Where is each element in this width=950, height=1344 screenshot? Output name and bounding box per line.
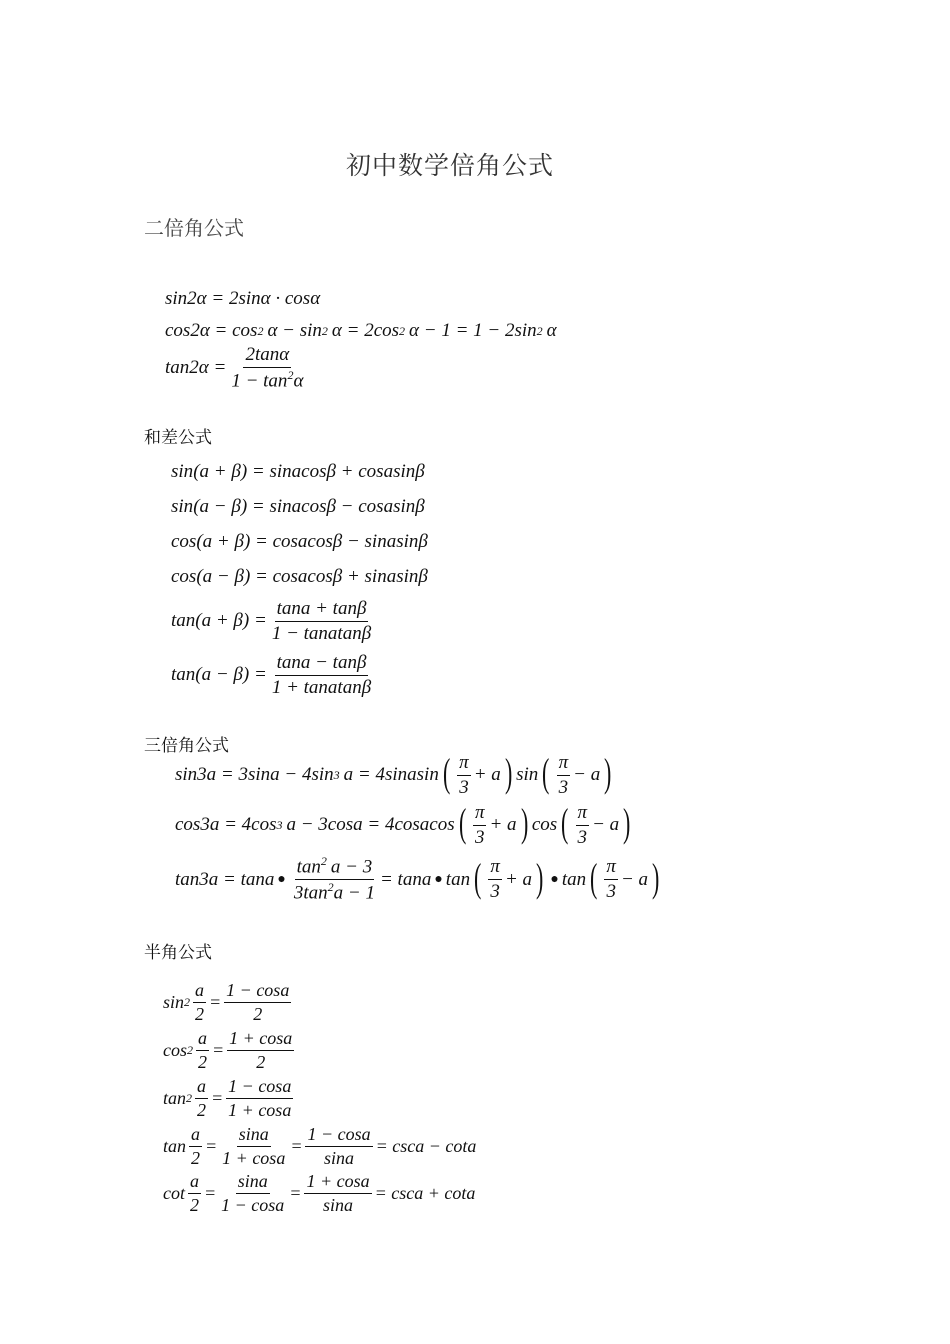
formula-tan3a: tan3a = tana ● $\frac{\tan^2 a - 3}{3\tan^2a - 1}$ = tana ● tan ( $\frac{\pi}{3}$ + a ) ● tan ( $\frac{\pi}{3}$ − a ) — [175, 854, 660, 904]
fraction — [292, 855, 377, 904]
numerator: 1 + cosa — [227, 1028, 294, 1051]
formula-part: = — [212, 1039, 225, 1060]
denominator: 1 + cosa — [228, 1099, 292, 1120]
numerator: sina — [237, 1124, 271, 1147]
formula-cos2-half — [163, 1028, 297, 1072]
numerator: π — [557, 752, 571, 776]
denominator: 2 — [190, 1194, 199, 1215]
bullet-dot: ● — [434, 871, 443, 887]
formula-part: tan — [445, 868, 471, 890]
formula-part: cos — [163, 1039, 187, 1060]
formula-part: a − 1 — [333, 882, 375, 904]
fraction — [305, 1124, 372, 1168]
superscript: 3 — [333, 767, 340, 782]
formula-part: α = 2cos — [331, 320, 400, 341]
numerator — [295, 855, 375, 880]
formula-sin-diff: sin ( a − β ) = sinacosβ − cosasinβ — [171, 496, 425, 517]
formula-part: = cosacosβ − sinasinβ — [255, 531, 428, 552]
denominator — [292, 880, 377, 904]
formula-part: a − β — [202, 566, 244, 587]
superscript: 2 — [186, 1090, 193, 1105]
heading-double-angle: 二倍角公式 — [144, 216, 244, 240]
numerator: a — [196, 1028, 209, 1051]
formula-tan2-half — [163, 1076, 296, 1120]
formula-part: tan — [296, 856, 321, 878]
denominator: 3 — [459, 776, 469, 798]
formula-part: tan — [163, 1135, 187, 1156]
denominator: 2 — [191, 1147, 201, 1168]
numerator: tana − tanβ — [275, 652, 369, 676]
superscript: 2 — [184, 994, 191, 1009]
formula-part: = sinacosβ + cosasinβ — [251, 461, 425, 482]
superscript: 3 — [276, 817, 283, 832]
denominator: 3 — [606, 881, 616, 903]
formula-part: a + β — [201, 610, 243, 632]
fraction — [227, 1028, 294, 1072]
formula-part: tan — [163, 1087, 187, 1108]
formula-part: = cosacosβ + sinasinβ — [255, 566, 428, 587]
formula-part: − a — [592, 814, 620, 836]
fraction — [226, 1076, 293, 1120]
formula-sin-sum: sin ( a + β ) = sinacosβ + cosasinβ — [171, 461, 425, 482]
superscript: 2 — [327, 880, 334, 895]
formula-part: cos — [171, 566, 197, 587]
formula-part: sin — [171, 496, 194, 517]
numerator: π — [576, 802, 590, 826]
numerator: 1 − cosa — [224, 980, 291, 1003]
formula-part: sin — [171, 461, 194, 482]
fraction — [189, 1124, 202, 1168]
formula-tan-sum: tan ( a + β ) = $\frac{\tan a + \tan\beta}{\text{1 − tanatanβ}}$ — [171, 598, 372, 644]
numerator: a — [188, 1171, 201, 1194]
formula-text: sin2α = 2sinα · cosα — [165, 288, 321, 309]
formula-sin2a — [165, 288, 320, 310]
fraction — [188, 1171, 201, 1215]
denominator: 1 + tanatanβ — [271, 676, 372, 698]
formula-part: a + β — [199, 461, 241, 482]
formula-part: cos2α = cos — [165, 320, 258, 341]
superscript: 2 — [287, 367, 294, 382]
formula-part: sin — [516, 764, 539, 786]
denominator: 2 — [253, 1003, 263, 1024]
fraction — [219, 1171, 286, 1215]
formula-tan2a — [165, 344, 308, 392]
fraction — [304, 1171, 371, 1215]
fraction — [604, 856, 618, 903]
fraction — [488, 856, 502, 903]
denominator: 1 − cosa — [221, 1194, 285, 1215]
formula-part: tan — [561, 868, 587, 890]
formula-part: = — [204, 1182, 217, 1203]
fraction — [557, 752, 571, 799]
formula-part: + a — [489, 814, 517, 836]
formula-cot-half — [163, 1171, 475, 1215]
formula-part: α − 1 = 1 − 2sin — [409, 320, 537, 341]
denominator: 3 — [474, 826, 485, 848]
numerator: π — [457, 752, 471, 776]
formula-cos3a: cos3a = 4cos 3 a − 3cosa = 4cosacos ( $\frac{\pi}{3}$ + a ) cos ( $\frac{\pi}{3}$ − a ) — [175, 800, 631, 848]
formula-part: tan — [171, 610, 196, 632]
heading-triple-angle: 三倍角公式 — [144, 736, 229, 756]
denominator: 3 — [558, 776, 569, 798]
denominator: 3 — [577, 826, 588, 848]
fraction — [220, 1124, 287, 1168]
denominator: 2 — [198, 1051, 207, 1072]
bullet-dot: ● — [550, 871, 559, 887]
superscript: 2 — [257, 323, 264, 338]
formula-part: cos — [531, 814, 558, 836]
formula-cos-sum: cos ( a + β ) = cosacosβ − sinasinβ — [171, 531, 428, 552]
numerator: π — [604, 856, 618, 880]
formula-sin3a: sin3a = 3sina − 4sin 3 a = 4sinasin ( $\frac{\pi}{3}$ + a ) sin ( $\frac{\pi}{3}$ − a ) — [175, 750, 612, 798]
formula-part: = sinacosβ − cosasinβ — [251, 496, 425, 517]
numerator: a — [193, 980, 206, 1003]
formula-part: a − 3 — [330, 856, 373, 878]
superscript: 2 — [187, 1042, 193, 1057]
formula-part: + a — [473, 764, 501, 786]
formula-part: α − sin — [267, 320, 322, 341]
formula-part: − a — [573, 764, 601, 786]
denominator: 1 + cosa — [222, 1147, 286, 1168]
bullet-dot: ● — [277, 871, 286, 887]
formula-part: = — [253, 664, 267, 686]
formula-part: cot — [163, 1182, 185, 1203]
formula-part: a = 4sinasin — [343, 764, 439, 786]
formula-part: = — [290, 1135, 303, 1156]
denominator: 2 — [195, 1003, 205, 1024]
formula-part: − a — [620, 868, 649, 890]
superscript: 2 — [320, 854, 327, 868]
fraction — [229, 344, 305, 392]
formula-part: 3tan — [293, 882, 328, 904]
formula-cos2a — [165, 320, 557, 342]
formula-part: = tana — [379, 868, 432, 890]
fraction — [196, 1028, 209, 1072]
formula-part: a − β — [199, 496, 241, 517]
formula-part: = — [289, 1182, 302, 1203]
denominator: 2 — [256, 1051, 266, 1072]
formula-tan-diff: tan ( a − β ) = $\frac{\tan a - \tan\beta}{\text{1 + tanatanβ}}$ — [171, 652, 372, 698]
formula-part: 1 − tan — [231, 370, 288, 392]
formula-part: + a — [504, 868, 533, 890]
numerator: π — [488, 856, 502, 880]
formula-part: tan2α = — [165, 357, 227, 378]
formula-part: cos — [171, 531, 197, 552]
formula-part: α — [546, 320, 557, 341]
superscript: 2 — [536, 323, 543, 338]
formula-part: = — [211, 1087, 224, 1108]
numerator: 1 − cosa — [305, 1124, 372, 1147]
denominator: sina — [324, 1147, 355, 1168]
formula-part: = — [253, 610, 267, 632]
superscript: 2 — [321, 323, 328, 338]
formula-part: tan — [171, 664, 196, 686]
page-title: 初中数学倍角公式 — [345, 151, 554, 180]
numerator: a — [189, 1124, 202, 1147]
numerator: π — [473, 802, 487, 826]
heading-sum-difference: 和差公式 — [144, 428, 212, 448]
fraction — [270, 652, 373, 699]
formula-part: a − 3cosa = 4cosacos — [286, 814, 455, 836]
fraction — [457, 752, 471, 799]
numerator: tana + tanβ — [275, 598, 369, 622]
formula-part: = — [205, 1135, 218, 1156]
heading-half-angle: 半角公式 — [144, 943, 212, 963]
formula-sin2-half — [163, 980, 294, 1024]
fraction — [576, 802, 590, 849]
numerator: a — [195, 1076, 208, 1099]
denominator: 2 — [197, 1099, 207, 1120]
formula-part: a − β — [201, 664, 243, 686]
formula-part: sin — [163, 991, 185, 1012]
formula-part: tan3a = tana — [175, 868, 275, 890]
numerator: 2tanα — [243, 344, 291, 368]
denominator — [229, 368, 305, 392]
fraction — [270, 598, 373, 645]
formula-part: α — [293, 370, 304, 392]
formula-part: = — [209, 991, 222, 1012]
fraction — [193, 980, 206, 1024]
denominator: 3 — [490, 881, 500, 903]
denominator: sina — [323, 1194, 354, 1215]
formula-tan-half — [163, 1124, 476, 1168]
formula-cos-diff: cos ( a − β ) = cosacosβ + sinasinβ — [171, 566, 428, 587]
formula-part: = csca + cota — [374, 1182, 476, 1203]
fraction — [473, 802, 487, 849]
fraction — [224, 980, 291, 1024]
numerator: 1 + cosa — [304, 1171, 371, 1194]
superscript: 2 — [399, 323, 406, 338]
formula-part: a + β — [202, 531, 244, 552]
formula-part: = csca − cota — [375, 1135, 477, 1156]
formula-part: cos3a = 4cos — [175, 814, 277, 836]
numerator: 1 − cosa — [226, 1076, 293, 1099]
denominator: 1 − tanatanβ — [271, 622, 372, 644]
fraction — [195, 1076, 208, 1120]
numerator: sina — [236, 1171, 270, 1194]
formula-part: sin3a = 3sina − 4sin — [175, 764, 334, 786]
